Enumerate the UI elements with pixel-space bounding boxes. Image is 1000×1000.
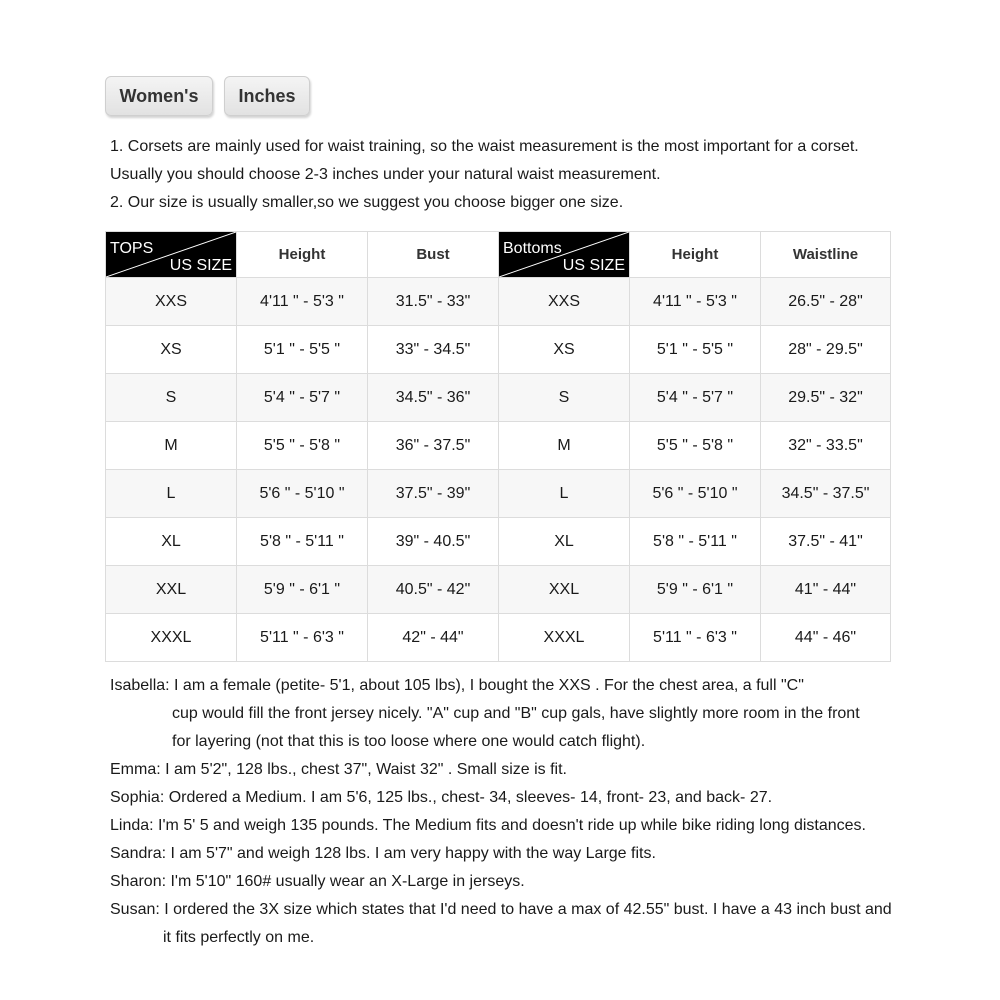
tops-label: TOPS [110,240,154,257]
tops-height-cell: 5'8 " - 5'11 " [237,518,368,566]
review-line: it fits perfectly on me. [163,929,315,946]
table-row [106,518,891,566]
waistline-column-header: Waistline [761,232,891,278]
size-toggles [105,76,310,116]
tops-size-cell: XXS [106,278,237,326]
size-chart-table [105,231,891,662]
unit-toggle-button[interactable]: Inches [224,76,310,116]
bust-cell: 42" - 44" [368,614,499,662]
bottoms-height-cell: 5'11 " - 6'3 " [630,614,761,662]
tops-height-cell: 5'5 " - 5'8 " [237,422,368,470]
bust-cell: 37.5" - 39" [368,470,499,518]
bottoms-size-cell: XXXL [499,614,630,662]
tops-size-cell: XL [106,518,237,566]
table-row [106,374,891,422]
tops-size-corner-header [106,232,237,278]
tops-size-cell: XXXL [106,614,237,662]
tops-size-cell: S [106,374,237,422]
bottoms-size-cell: XXS [499,278,630,326]
bottoms-height-cell: 5'5 " - 5'8 " [630,422,761,470]
waistline-cell: 34.5" - 37.5" [761,470,891,518]
review-item [110,812,910,840]
waistline-cell: 41" - 44" [761,566,891,614]
review-line: Sharon: I'm 5'10" 160# usually wear an X-Large in jerseys. [110,873,525,890]
customer-reviews [110,672,910,952]
tops-height-cell: 5'11 " - 6'3 " [237,614,368,662]
waistline-cell: 28" - 29.5" [761,326,891,374]
bottoms-height-cell: 5'4 " - 5'7 " [630,374,761,422]
bust-column-header: Bust [368,232,499,278]
bottoms-size-cell: XS [499,326,630,374]
table-row [106,278,891,326]
us-size-label: US SIZE [562,257,625,274]
tops-height-cell: 5'6 " - 5'10 " [237,470,368,518]
waistline-cell: 37.5" - 41" [761,518,891,566]
review-line: Emma: I am 5'2", 128 lbs., chest 37", Waist 32" . Small size is fit. [110,761,567,778]
table-row [106,566,891,614]
review-item [110,672,910,756]
review-item [110,756,910,784]
bottoms-height-cell: 5'8 " - 5'11 " [630,518,761,566]
bust-cell: 31.5" - 33" [368,278,499,326]
review-item [110,896,910,952]
bottoms-height-cell: 5'6 " - 5'10 " [630,470,761,518]
bust-cell: 39" - 40.5" [368,518,499,566]
us-size-label: US SIZE [169,257,232,274]
table-row [106,614,891,662]
height-column-header: Height [237,232,368,278]
bottoms-size-corner-header [499,232,630,278]
review-line: for layering (not that this is too loose where one would catch flight). [172,733,646,750]
bottoms-size-cell: M [499,422,630,470]
bottoms-size-cell: S [499,374,630,422]
bottoms-size-cell: L [499,470,630,518]
bust-cell: 36" - 37.5" [368,422,499,470]
table-row [106,422,891,470]
height-column-header: Height [630,232,761,278]
bottoms-label: Bottoms [503,240,562,257]
review-line: Isabella: I am a female (petite- 5'1, about 105 lbs), I bought the XXS . For the chest area, a full "C" [110,677,804,694]
tops-height-cell: 4'11 " - 5'3 " [237,278,368,326]
review-item [110,840,910,868]
tops-height-cell: 5'4 " - 5'7 " [237,374,368,422]
table-row [106,326,891,374]
review-item [110,784,910,812]
waistline-cell: 26.5" - 28" [761,278,891,326]
bottoms-size-cell: XXL [499,566,630,614]
review-line: Sophia: Ordered a Medium. I am 5'6, 125 lbs., chest- 34, sleeves- 14, front- 23, and back- 27. [110,789,773,806]
bottoms-height-cell: 5'9 " - 6'1 " [630,566,761,614]
note-line: 2. Our size is usually smaller,so we suggest you choose bigger one size. [110,194,624,211]
note-line: 1. Corsets are mainly used for waist training, so the waist measurement is the most important for a corset. [110,138,859,155]
bust-cell: 33" - 34.5" [368,326,499,374]
table-row [106,470,891,518]
waistline-cell: 32" - 33.5" [761,422,891,470]
bottoms-height-cell: 5'1 " - 5'5 " [630,326,761,374]
note-line: Usually you should choose 2-3 inches under your natural waist measurement. [110,166,661,183]
bottoms-height-cell: 4'11 " - 5'3 " [630,278,761,326]
tops-height-cell: 5'9 " - 6'1 " [237,566,368,614]
bottoms-size-cell: XL [499,518,630,566]
size-notes [110,134,900,218]
review-line: Susan: I ordered the 3X size which states that I'd need to have a max of 42.55" bust. I have a 43 inch bust and [110,901,892,918]
waistline-cell: 29.5" - 32" [761,374,891,422]
tops-size-cell: M [106,422,237,470]
tops-size-cell: XS [106,326,237,374]
bust-cell: 34.5" - 36" [368,374,499,422]
tops-height-cell: 5'1 " - 5'5 " [237,326,368,374]
waistline-cell: 44" - 46" [761,614,891,662]
bust-cell: 40.5" - 42" [368,566,499,614]
gender-toggle-button[interactable]: Women's [105,76,213,116]
tops-size-cell: XXL [106,566,237,614]
review-line: Sandra: I am 5'7" and weigh 128 lbs. I am very happy with the way Large fits. [110,845,656,862]
review-line: cup would fill the front jersey nicely. "A" cup and "B" cup gals, have slightly more room in the front [172,705,860,722]
review-item [110,868,910,896]
review-line: Linda: I'm 5' 5 and weigh 135 pounds. The Medium fits and doesn't ride up while bike riding long distances. [110,817,866,834]
table-header-row [106,232,891,278]
tops-size-cell: L [106,470,237,518]
